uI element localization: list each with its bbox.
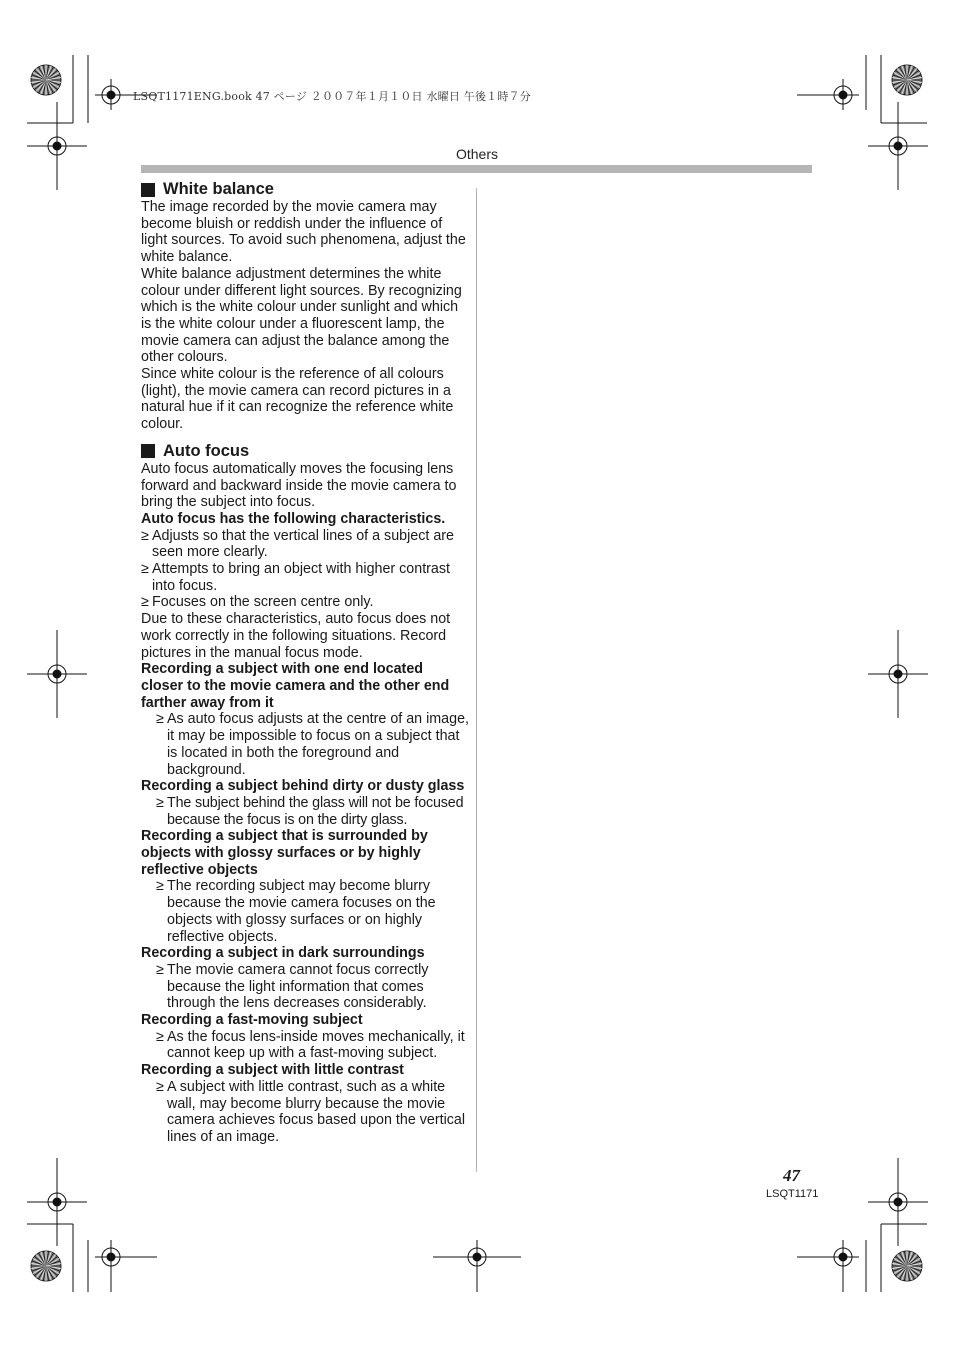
file-header-line: LSQT1171ENG.book 47 ページ ２００７年１月１０日 水曜日 午後１時７分 [133, 90, 531, 103]
page-number: 47 [783, 1166, 800, 1185]
bullet-icon: ≥ [156, 1028, 164, 1045]
crosshair-top-right [797, 79, 859, 110]
situation-detail: ≥ As auto focus adjusts at the centre of an image, it may be impossible to focus on a subject that is located in both the foreground and background. [156, 711, 470, 778]
situation-detail: ≥ The subject behind the glass will not be focused because the focus is on the dirty glass. [156, 794, 464, 828]
white-balance-paragraph: Since white colour is the reference of all colours (light), the movie camera can record pictures in a natural hue if it can recognize the reference white colour. [141, 366, 454, 433]
bullet-icon: ≥ [156, 961, 164, 978]
situation-heading: Recording a subject behind dirty or dusty glass [141, 778, 465, 795]
situation-heading: Recording a subject in dark surroundings [141, 945, 425, 962]
white-balance-paragraph: White balance adjustment determines the white colour under different light sources. By recognizing which is the white colour under sunlight and which is the white colour under a fluorescent lamp, the movie camera can adjust the balance among the other colours. [141, 265, 462, 366]
white-balance-heading: White balance [141, 180, 469, 199]
crosshair-left-middle [27, 630, 87, 718]
starburst-top-right [892, 65, 922, 95]
auto-focus-heading: Auto focus [141, 442, 469, 461]
header-bar [141, 165, 812, 173]
situation-heading: Recording a subject with one end located closer to the movie camera and the other end farther away from it [141, 661, 450, 711]
bullet-icon: ≥ [141, 561, 149, 578]
crosshair-bottom-center [433, 1240, 521, 1292]
situation-heading: Recording a subject with little contrast [141, 1062, 404, 1079]
bullet-icon: ≥ [141, 594, 149, 611]
crosshair-bottom-left [95, 1240, 157, 1292]
situation-detail: ≥ The recording subject may become blurry because the movie camera focuses on the objects with glossy surfaces or on highly reflective objects. [156, 878, 436, 945]
bullet-icon: ≥ [156, 1078, 164, 1095]
list-item: ≥ Focuses on the screen centre only. [141, 594, 374, 611]
starburst-bottom-left [31, 1251, 61, 1281]
situation-detail: ≥ A subject with little contrast, such as a white wall, may become blurry because the movie camera achieves focus based upon the vertical lines of an image. [156, 1078, 466, 1145]
list-item: ≥ Adjusts so that the vertical lines of a subject are seen more clearly. [141, 527, 454, 561]
situation-heading: Recording a fast-moving subject [141, 1012, 363, 1029]
white-balance-paragraph: The image recorded by the movie camera may become bluish or reddish under the influence of light sources. To avoid such phenomena, adjust the white balance. [141, 199, 466, 266]
crosshair-left-lower [27, 1158, 87, 1246]
column-divider [476, 188, 477, 1172]
characteristics-heading: Auto focus has the following characteristics. [141, 510, 446, 527]
starburst-top-left [31, 65, 61, 95]
bullet-icon: ≥ [156, 878, 164, 895]
left-column [141, 180, 469, 1146]
document-code: LSQT1171 [766, 1188, 819, 1200]
crosshair-bottom-right [797, 1240, 859, 1292]
starburst-bottom-right [892, 1251, 922, 1281]
bullet-icon: ≥ [156, 711, 164, 728]
bullet-icon: ≥ [141, 527, 149, 544]
section-label: Others [455, 146, 498, 162]
square-bullet-icon [141, 444, 155, 458]
situations-intro: Due to these characteristics, auto focus does not work correctly in the following situations. Record pictures in the manual focus mode. [141, 611, 451, 661]
situation-heading: Recording a subject that is surrounded by objects with glossy surfaces or by highly reflective objects [141, 828, 428, 878]
crosshair-right-middle [868, 630, 928, 718]
crosshair-right-lower [868, 1158, 928, 1246]
situation-detail: ≥ As the focus lens-inside moves mechanically, it cannot keep up with a fast-moving subject. [156, 1028, 465, 1062]
square-bullet-icon [141, 183, 155, 197]
bullet-icon: ≥ [156, 794, 164, 811]
situation-detail: ≥ The movie camera cannot focus correctly because the light information that comes through the lens decreases considerably. [156, 961, 429, 1012]
auto-focus-intro: Auto focus automatically moves the focusing lens forward and backward inside the movie camera to bring the subject into focus. [141, 460, 457, 511]
list-item: ≥ Attempts to bring an object with higher contrast into focus. [141, 561, 451, 594]
